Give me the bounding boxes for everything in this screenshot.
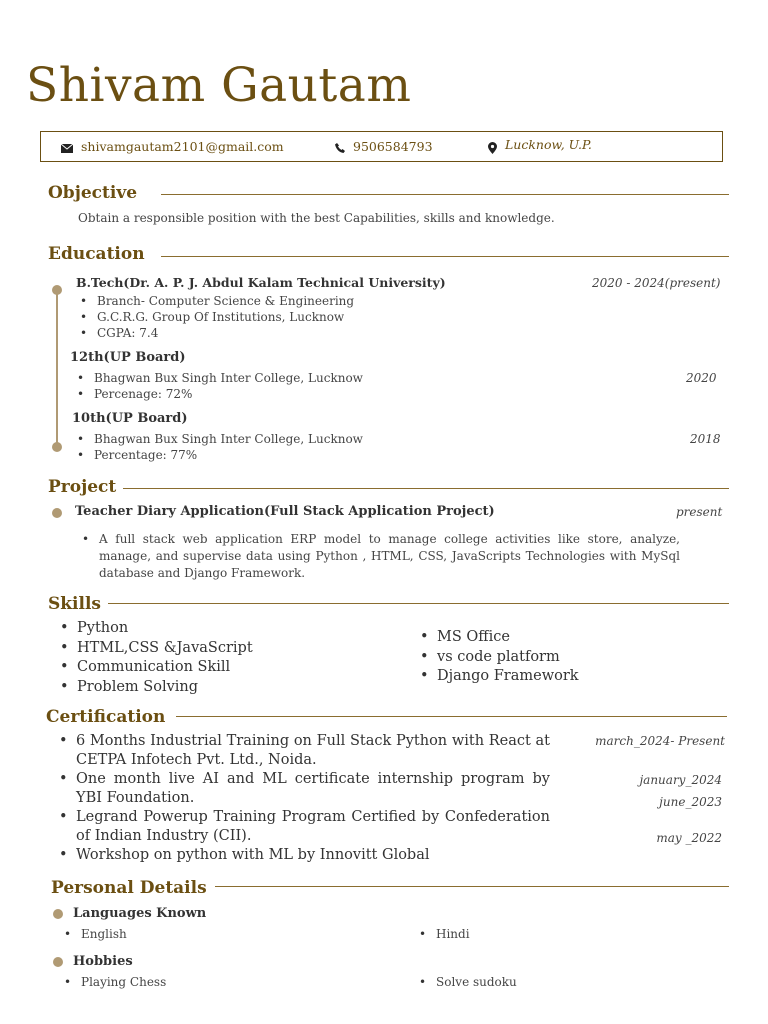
languages-dot xyxy=(53,909,63,919)
language-item: • Hindi xyxy=(436,927,470,941)
location-pin-icon xyxy=(488,142,497,154)
hobby-item: • Solve sudoku xyxy=(436,975,517,989)
education-heading: Education xyxy=(48,244,145,264)
languages-list-left xyxy=(81,927,127,941)
skill-item: • MS Office xyxy=(437,628,579,648)
languages-label: Languages Known xyxy=(73,906,207,921)
certification-date: march_2024- Present xyxy=(595,734,725,748)
phone-icon xyxy=(335,143,345,153)
skills-divider xyxy=(108,603,729,604)
certification-heading: Certification xyxy=(46,707,166,727)
certification-list xyxy=(76,732,550,865)
email-text: shivamgautam2101@gmail.com xyxy=(81,139,284,154)
project-description: • A full stack web application ERP model to manage college activities like store, analyze, manage, and supervise data using Python , HTML, CSS, JavaScripts Technologies with MySql database and Django Framework. xyxy=(99,531,680,582)
envelope-icon xyxy=(61,144,73,153)
list-item: • Percentage: 77% xyxy=(94,448,363,462)
education-title-12th: 12th(UP Board) xyxy=(70,350,186,365)
list-item: • Bhagwan Bux Singh Inter College, Lucknow xyxy=(94,371,363,385)
objective-heading: Objective xyxy=(48,183,138,203)
education-list-10th xyxy=(94,432,363,462)
certification-date: june_2023 xyxy=(659,795,722,809)
education-title-btech: B.Tech(Dr. A. P. J. Abdul Kalam Technical University) xyxy=(76,275,446,290)
list-item: • Percenage: 72% xyxy=(94,387,363,401)
skills-list-left xyxy=(77,619,253,697)
certification-item: • Legrand Powerup Training Program Certified by Confederation of Indian Industry (CII). xyxy=(76,808,550,846)
project-date: present xyxy=(676,505,723,519)
education-title-10th: 10th(UP Board) xyxy=(72,411,188,426)
skill-item: • Django Framework xyxy=(437,667,579,687)
hobby-item: • Playing Chess xyxy=(81,975,166,989)
hobbies-list-left xyxy=(81,975,166,989)
hobbies-dot xyxy=(53,957,63,967)
objective-divider xyxy=(161,194,729,195)
education-date-10th: 2018 xyxy=(690,432,721,446)
project-title: Teacher Diary Application(Full Stack Application Project) xyxy=(75,504,495,519)
timeline-dot xyxy=(52,285,62,295)
list-item: • CGPA: 7.4 xyxy=(97,326,354,340)
certification-date: may _2022 xyxy=(656,831,722,845)
skill-item: • Problem Solving xyxy=(77,678,253,698)
objective-text: Obtain a responsible position with the best Capabilities, skills and knowledge. xyxy=(78,211,555,225)
project-divider xyxy=(123,488,729,489)
hobbies-list-right xyxy=(436,975,517,989)
hobbies-label: Hobbies xyxy=(73,954,133,969)
certification-item: • 6 Months Industrial Training on Full Stack Python with React at CETPA Infotech Pvt. Ltd., Noida. xyxy=(76,732,550,770)
contact-email[interactable] xyxy=(61,139,284,154)
skill-item: • Python xyxy=(77,619,253,639)
certification-item: • Workshop on python with ML by Innovitt Global xyxy=(76,846,550,865)
personal-details-divider xyxy=(215,886,729,887)
timeline-dot xyxy=(52,442,62,452)
education-divider xyxy=(161,256,729,257)
project-bullet-dot xyxy=(52,508,62,518)
candidate-name: Shivam Gautam xyxy=(26,58,412,113)
skills-heading: Skills xyxy=(48,594,102,614)
phone-text: 9506584793 xyxy=(353,139,433,154)
contact-location xyxy=(488,137,592,154)
skill-item: • Communication Skill xyxy=(77,658,253,678)
list-item: • Branch- Computer Science & Engineering xyxy=(97,294,354,308)
education-list-12th xyxy=(94,371,363,401)
location-text: Lucknow, U.P. xyxy=(505,137,592,152)
certification-date: january_2024 xyxy=(639,773,722,787)
skill-item: • vs code platform xyxy=(437,648,579,668)
project-description-list xyxy=(99,531,680,582)
education-list-btech xyxy=(97,294,354,340)
skill-item: • HTML,CSS &JavaScript xyxy=(77,639,253,659)
skills-list-right xyxy=(437,628,579,687)
education-date-12th: 2020 xyxy=(686,371,717,385)
personal-details-heading: Personal Details xyxy=(51,878,207,898)
project-heading: Project xyxy=(48,477,117,497)
list-item: • Bhagwan Bux Singh Inter College, Lucknow xyxy=(94,432,363,446)
certification-item: • One month live AI and ML certificate internship program by YBI Foundation. xyxy=(76,770,550,808)
contact-bar xyxy=(40,131,723,162)
contact-phone[interactable] xyxy=(335,139,433,154)
education-date-btech: 2020 - 2024(present) xyxy=(592,276,721,290)
language-item: • English xyxy=(81,927,127,941)
languages-list-right xyxy=(436,927,470,941)
list-item: • G.C.R.G. Group Of Institutions, Lucknow xyxy=(97,310,354,324)
education-timeline xyxy=(56,290,58,447)
certification-divider xyxy=(176,716,727,717)
